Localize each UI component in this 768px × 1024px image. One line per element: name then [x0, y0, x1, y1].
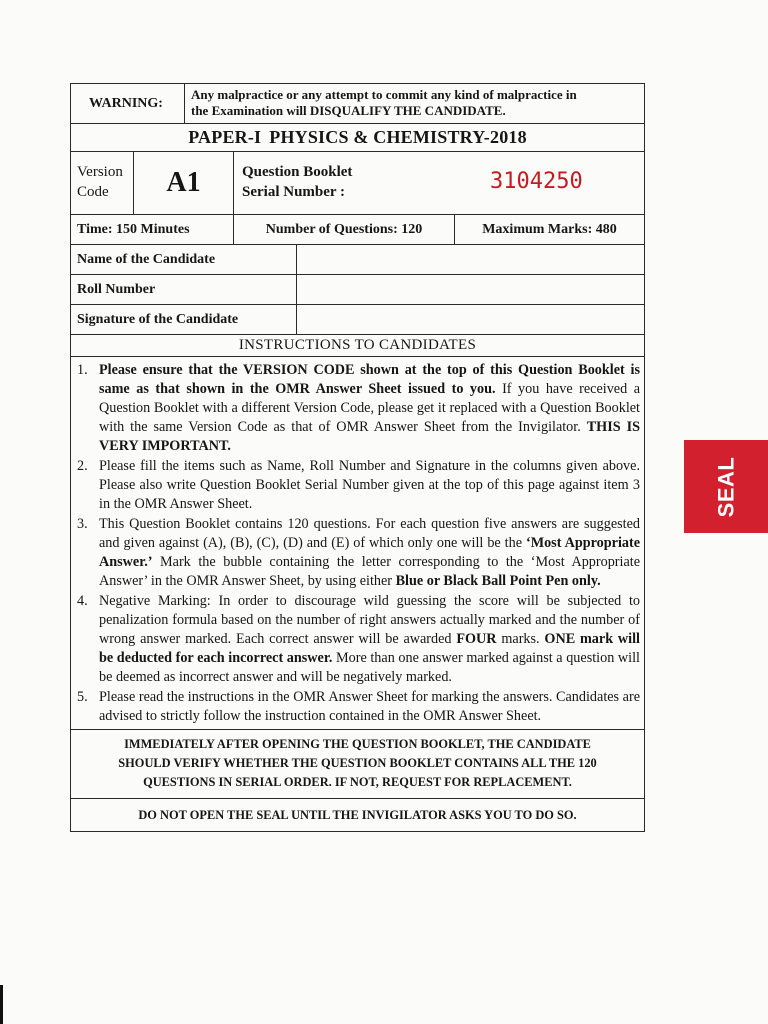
scan-edge-mark [0, 985, 3, 1024]
instruction-bold: ‘Most Appropriate Answer.’ [99, 535, 641, 570]
exam-time: Time: 150 Minutes [71, 215, 234, 244]
booklet-label-line-2: Serial Number : [242, 184, 346, 200]
instruction-item [77, 457, 640, 514]
instruction-number: 4. [77, 593, 88, 609]
candidate-name-row [71, 245, 644, 275]
exam-info-row [71, 215, 644, 245]
instruction-text [99, 361, 640, 456]
booklet-serial-number: 3104250 [490, 168, 583, 194]
paper-subject: PHYSICS & CHEMISTRY-2018 [269, 127, 527, 147]
warning-row [71, 84, 644, 124]
candidate-name-label: Name of the Candidate [71, 245, 297, 274]
roll-number-label: Roll Number [71, 275, 297, 304]
instruction-item [77, 592, 640, 687]
notice-line-1: IMMEDIATELY AFTER OPENING THE QUESTION BOOKLET, THE CANDIDATE [124, 737, 591, 751]
instruction-bold: Please ensure that the VERSION CODE shown at the top of this Question Booklet is same as that shown in the OMR Answer Sheet issued to you. [99, 362, 640, 397]
notice-line-2: SHOULD VERIFY WHETHER THE QUESTION BOOKLET CONTAINS ALL THE 120 [118, 756, 597, 770]
warning-line-1: Any malpractice or any attempt to commit any kind of malpractice in [191, 87, 577, 102]
instructions-heading: INSTRUCTIONS TO CANDIDATES [71, 335, 644, 357]
instruction-bold: FOUR [456, 631, 497, 647]
warning-line-2: the Examination will DISQUALIFY THE CANDIDATE. [191, 103, 506, 118]
instruction-number: 5. [77, 689, 88, 705]
instruction-text: Please fill the items such as Name, Roll Number and Signature in the columns given above. Please also write Question Booklet Serial Number given at the top of this page against item 3 in the OMR Answer Sheet. [99, 458, 640, 512]
instruction-number: 2. [77, 458, 88, 474]
instruction-item [77, 361, 640, 456]
roll-number-row [71, 275, 644, 305]
seal-label: SEAL [713, 456, 738, 517]
paper-number: PAPER-I [188, 127, 262, 147]
instruction-number: 1. [77, 362, 88, 378]
instruction-item [77, 515, 640, 591]
instruction-body: If you have received a Question Booklet with a different Version Code, please get it replaced with a Question Booklet with the same Version Code as that of OMR Answer Sheet from the Invigilator. [99, 381, 640, 435]
booklet-label-line-1: Question Booklet [242, 164, 353, 180]
notice-line-3: QUESTIONS IN SERIAL ORDER. IF NOT, REQUEST FOR REPLACEMENT. [143, 775, 572, 789]
instruction-body: Negative Marking: In order to discourage wild guessing the score will be subjected to penalization formula based on the number of right answers actually marked and the number of wrong answer marked. Each correct answer will be awarded [99, 593, 640, 647]
instruction-body: Mark the bubble containing the letter corresponding to the ‘Most Appropriate Answer’ in the OMR Answer Sheet, by using either [99, 554, 640, 589]
roll-number-field[interactable] [297, 275, 644, 304]
warning-text [184, 84, 644, 123]
instruction-bold-end: THIS IS VERY IMPORTANT. [99, 419, 640, 454]
instruction-number: 3. [77, 516, 88, 532]
exam-question-count: Number of Questions: 120 [234, 215, 455, 244]
version-code-label [71, 152, 134, 214]
instruction-body: This Question Booklet contains 120 questions. For each question five answers are suggested and given against (A), (B), (C), (D) and (E) of which only one will be the [99, 516, 640, 551]
candidate-name-field[interactable] [297, 245, 644, 274]
instruction-bold: Blue or Black Ball Point Pen only. [395, 573, 601, 589]
seal-notice: DO NOT OPEN THE SEAL UNTIL THE INVIGILATOR ASKS YOU TO DO SO. [138, 807, 577, 822]
instruction-text [99, 592, 640, 687]
exam-max-marks: Maximum Marks: 480 [482, 221, 617, 237]
version-code-value: A1 [134, 152, 234, 214]
instruction-item [77, 688, 640, 726]
booklet-serial-label [234, 152, 356, 214]
warning-label: WARNING: [89, 95, 163, 111]
version-label-line-1: Version [77, 164, 123, 180]
signature-field[interactable] [297, 305, 644, 334]
instruction-text: Please read the instructions in the OMR Answer Sheet for marking the answers. Candidates are advised to strictly follow the instruction contained in the OMR Answer Sheet. [99, 689, 640, 724]
version-row [71, 152, 644, 215]
signature-row [71, 305, 644, 335]
paper-title [71, 124, 644, 152]
booklet-cover [70, 83, 645, 832]
instruction-bold: ONE mark will be deducted for each incorrect answer. [99, 631, 640, 666]
instruction-body: More than one answer marked against a question will be deemed as incorrect answer and will be negatively marked. [99, 650, 640, 685]
instructions-list [71, 357, 644, 730]
instruction-body: marks. [496, 631, 545, 647]
seal-tab[interactable] [684, 440, 768, 533]
signature-label: Signature of the Candidate [71, 305, 297, 334]
verification-notice [71, 730, 644, 799]
instruction-text [99, 515, 640, 591]
version-label-line-2: Code [77, 184, 109, 200]
